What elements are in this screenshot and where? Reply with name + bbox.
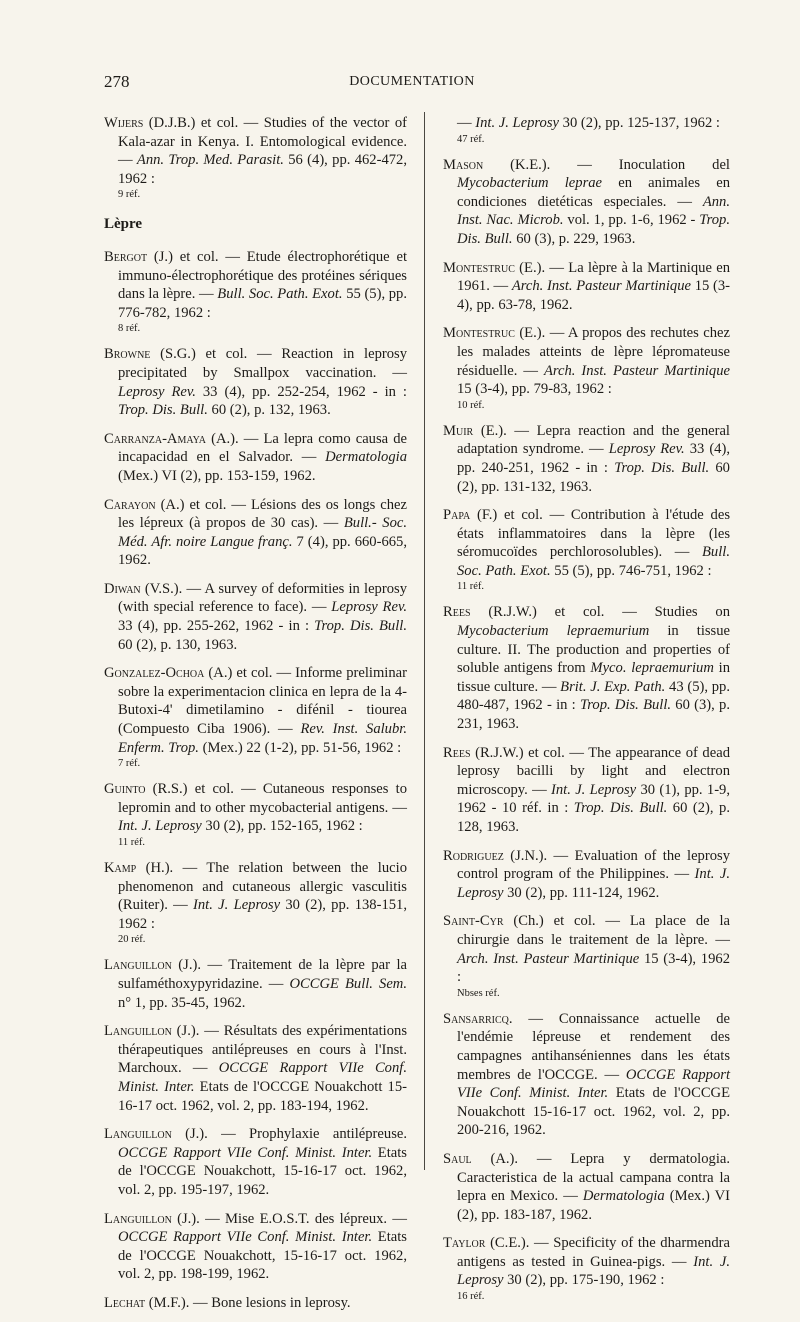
entry-author: Muir	[443, 422, 474, 439]
right-entries	[443, 156, 730, 1303]
entry-author: Papa	[443, 507, 471, 524]
entry-author: Gonzalez-Ochoa	[104, 665, 205, 682]
entry-author: Languillon	[104, 957, 172, 974]
entry-text: 55 (5), pp. 776-782, 1962 :	[118, 286, 407, 321]
right-column	[443, 114, 730, 1313]
entry-text: Etats de l'OCCGE Nouakchott 15-16-17 oct. 1962, vol. 2, pp. 183-194, 1962.	[118, 1078, 407, 1114]
entry-text: 60 (2), p. 130, 1963.	[118, 636, 238, 653]
entry-journal: Int. J. Leprosy	[551, 781, 637, 798]
entry-author: Mason	[443, 156, 484, 173]
continuation-refs: 47 réf.	[457, 133, 485, 145]
entry-journal: Arch. Inst. Pasteur Martinique	[543, 362, 730, 379]
entry-author: Languillon	[104, 1210, 172, 1227]
entry-text: 56 (4), pp. 462-472, 1962 :	[118, 152, 408, 187]
bibliography-entry	[443, 744, 730, 837]
entry-text: (E.). — Lepra reaction and the general adaptation syndrome. —	[457, 422, 730, 458]
entry-journal: Trop. Dis. Bull.	[457, 212, 730, 247]
entry-journal: Trop. Dis. Bull.	[573, 800, 668, 817]
entry-text: (F.) et col. — Contribution à l'étude des états inflammatoires dans la lèpre (les séromucoïdes perchlorosolubles). —	[457, 507, 730, 561]
entry-text: 15 (3-4), pp. 79-83, 1962 :	[457, 381, 612, 398]
entry-refs: 16 réf.	[457, 1291, 485, 1303]
entry-text: 30 (1), pp. 1-9, 1962 - 10 réf. in :	[457, 781, 730, 817]
entry-text: (Ch.) et col. — La place de la chirurgie dans le traitement de la lèpre. —	[457, 913, 730, 948]
entry-text: (A.). — Lepra y dermatologia. Caracteristica de la actual campana contra la lepra en Mexico. —	[457, 1150, 730, 1205]
entry-text: n° 1, pp. 35-45, 1962.	[118, 994, 246, 1011]
entry-text: 60 (2), p. 132, 1963.	[207, 402, 331, 419]
entry-text: Etats de l'OCCGE Nouakchott 15-16-17 oct. 1962, vol. 2, pp. 200-216, 1962.	[457, 1085, 731, 1139]
entry-journal: Trop. Dis. Bull.	[314, 618, 407, 635]
entry-journal: Trop. Dis. Bull.	[118, 402, 208, 419]
bibliography-entry	[104, 496, 407, 570]
entry-text: 33 (4), pp. 240-251, 1962 - in :	[457, 441, 730, 476]
entry-journal: Bull. Soc. Path. Exot.	[217, 286, 343, 303]
entry-journal: Leprosy Rev.	[331, 599, 407, 616]
entry-author: Languillon	[104, 1126, 172, 1143]
entry-journal: OCCGE Rapport VIIe Conf. Minist. Inter.	[118, 1144, 373, 1161]
page-header	[104, 72, 720, 96]
entry-journal: Myco. lepraemurium	[590, 660, 714, 677]
bibliography-entry	[443, 1150, 730, 1224]
entry-text: Etats de l'OCCGE Nouakchott, 15-16-17 oct. 1962, vol. 2, pp. 195-197, 1962.	[118, 1144, 407, 1198]
entry-text: (V.S.). — A survey of deformities in leprosy (with special reference to face). —	[118, 580, 407, 616]
entry-refs: 11 réf.	[457, 581, 485, 593]
entry-text: (Mex.) VI (2), pp. 183-187, 1962.	[457, 1188, 730, 1223]
entry-text: in tissue culture. II. The production and properties of soluble antigens from	[457, 623, 731, 677]
entry-journal: Arch. Inst. Pasteur Martinique	[457, 950, 640, 967]
bibliography-entry	[104, 780, 407, 849]
entry-text: 60 (3), p. 231, 1963.	[457, 697, 730, 733]
entry-author: Sansarricq	[443, 1010, 509, 1027]
entry-text: 60 (2), p. 128, 1963.	[457, 800, 730, 835]
entry-journal: Leprosy Rev.	[118, 383, 196, 400]
entry-text: in tissue culture. —	[457, 660, 731, 695]
bibliography-entry	[443, 422, 730, 496]
entry-text: en animales en condiciones dietéticas especiales. —	[457, 175, 730, 210]
entry-author: Languillon	[104, 1023, 172, 1040]
entry-author: Browne	[104, 346, 151, 363]
bibliography-entry	[104, 1125, 407, 1199]
entry-text: 55 (5), pp. 746-751, 1962 :	[550, 562, 712, 579]
entry-text: (J.N.). — Evaluation of the leprosy control program of the Philippines. —	[457, 847, 730, 883]
entry-text: (A.). — La lepra como causa de incapacidad en el Salvador. —	[118, 430, 407, 466]
entry-text: (A.) et col. — Informe preliminar sobre la experimentacion clinica en lepra de la 4-Butoxi-4' dimetilamino - difénil - tiourea (Compuesto Ciba 1906). —	[118, 665, 407, 738]
entry-text: 43 (5), pp. 480-487, 1962 - in :	[457, 678, 730, 714]
entry-author: Saint-Cyr	[443, 913, 504, 930]
entry-text: (H.). — The relation between the lucio phenomenon and cutaneous allergic vasculitis (Ruiter). —	[118, 860, 407, 914]
entry-text: 33 (4), pp. 255-262, 1962 - in :	[118, 618, 315, 635]
entry-journal: Int. J. Leprosy	[193, 897, 281, 914]
entry-author: Lechat	[104, 1294, 146, 1311]
entry-text: 30 (2), pp. 152-165, 1962 :	[201, 818, 363, 835]
section-heading: Lèpre	[104, 216, 143, 233]
entry-refs: 11 réf.	[118, 837, 146, 848]
entry-author: Carranza-Amaya	[104, 430, 206, 447]
running-title: DOCUMENTATION	[349, 74, 475, 89]
entry-text: 15 (3-4), 1962 :	[457, 950, 730, 986]
continuation-entry	[443, 114, 730, 146]
entry-author: Carayon	[104, 496, 156, 513]
bibliography-entry	[443, 1234, 730, 1303]
bibliography-entry	[104, 114, 407, 201]
entry-text: (J.). — Résultats des expérimentations thérapeutiques antilépreuses en cours à l'Inst. Marchoux. —	[118, 1023, 407, 1077]
entry-journal: Rev. Inst. Salubr. Enferm. Trop.	[118, 721, 407, 756]
bibliography-entry	[104, 664, 407, 770]
entry-refs: 7 réf.	[118, 758, 141, 770]
entry-text: (E.). — A propos des rechutes chez les malades atteints de lèpre lépromateuse résiduelle. —	[457, 325, 730, 379]
entry-text: (R.S.) et col. — Cutaneous responses to lepromin and to other mycobacterial antigens. —	[118, 781, 407, 816]
entry-text: (Mex.) 22 (1-2), pp. 51-56, 1962 :	[198, 739, 402, 756]
entry-refs: Nbses réf.	[457, 987, 500, 999]
entry-text: . — Connaissance actuelle de l'endémie lépreuse et rendement des campagnes antihanséniennes dans les états membres de l'OCCGE. —	[457, 1010, 730, 1083]
entry-journal: Dermatologia	[582, 1188, 665, 1205]
page-number: 278	[104, 72, 130, 91]
entry-text: (Mex.) VI (2), pp. 153-159, 1962.	[118, 467, 316, 484]
entry-refs: 10 réf.	[457, 399, 485, 411]
entry-journal: Ann. Trop. Med. Parasit.	[136, 152, 284, 169]
entry-text: (S.G.) et col. — Reaction in leprosy precipitated by Smallpox vaccination. —	[118, 346, 407, 381]
bibliography-entry	[104, 859, 407, 946]
entry-journal: Arch. Inst. Pasteur Martinique	[511, 278, 691, 295]
entry-text: 30 (2), pp. 111-124, 1962.	[503, 884, 660, 901]
bibliography-entry	[443, 603, 730, 733]
entry-text: (J.) et col. — Etude électrophorétique et immuno-électrophorétique des protéines sériques dans la lèpre. —	[118, 248, 407, 303]
entry-journal: Mycobacterium leprae	[457, 175, 603, 192]
entry-journal: OCCGE Rapport VIIe Conf. Minist. Inter.	[457, 1066, 730, 1102]
left-entries	[104, 248, 407, 1313]
bibliography-entry	[443, 259, 730, 315]
entry-text: (A.) et col. — Lésions des os longs chez les lépreux (à propos de 30 cas). —	[118, 496, 407, 532]
bibliography-entry	[104, 1022, 407, 1115]
bibliography-entry	[104, 580, 407, 654]
entry-author: Saul	[443, 1150, 472, 1167]
entry-author: Rees	[443, 604, 471, 621]
entry-text: (C.E.). — Specificity of the dharmendra antigens as tested in Guinea-pigs. —	[457, 1235, 730, 1270]
bibliography-entry	[104, 956, 407, 1012]
entry-journal: Bull. Soc. Path. Exot.	[457, 544, 730, 579]
bibliography-entry	[443, 324, 730, 411]
entry-author: Kamp	[104, 860, 137, 876]
bibliography-entry	[104, 248, 407, 335]
entry-text: (K.E.). — Inoculation del	[483, 156, 730, 173]
continuation-tail: 30 (2), pp. 125-137, 1962 :	[559, 115, 720, 131]
bibliography-entry	[443, 912, 730, 999]
entry-text: 60 (2), pp. 131-132, 1963.	[457, 459, 730, 495]
bibliography-entry	[443, 506, 730, 593]
entry-text: Etats de l'OCCGE Nouakchott, 15-16-17 oct. 1962, vol. 2, pp. 198-199, 1962.	[118, 1229, 407, 1283]
bibliography-entry	[104, 430, 407, 486]
entry-refs: 8 réf.	[118, 323, 141, 335]
entry-journal: Int. J. Leprosy	[457, 866, 730, 901]
left-column	[104, 114, 407, 1322]
bibliography-entry	[104, 345, 407, 419]
entry-text: 60 (3), p. 229, 1963.	[512, 230, 636, 247]
entry-text: (R.J.W.) et col. — Studies on	[470, 604, 730, 621]
entry-text: (M.F.). — Bone lesions in leprosy.	[145, 1294, 351, 1311]
entry-journal: OCCGE Rapport VIIe Conf. Minist. Inter.	[118, 1229, 373, 1246]
entry-journal: Int. J. Leprosy	[457, 1253, 730, 1289]
entry-journal: Brit. J. Exp. Path.	[560, 678, 666, 695]
entry-text: 33 (4), pp. 252-254, 1962 - in :	[195, 383, 407, 400]
entry-text: 15 (3-4), pp. 63-78, 1962.	[457, 278, 730, 313]
entry-text: (J.). — Mise E.O.S.T. des lépreux. —	[171, 1210, 407, 1227]
entry-journal: OCCGE Bull. Sem.	[289, 975, 407, 992]
continuation-journal: Int. J. Leprosy	[475, 115, 560, 131]
entry-author: Rodriguez	[443, 847, 504, 864]
bibliography-entry	[104, 1294, 407, 1313]
entry-journal: Bull.- Soc. Méd. Afr. noire Langue franç.	[118, 515, 407, 550]
entry-journal: Trop. Dis. Bull.	[614, 459, 710, 476]
entry-text: (D.J.B.) et col. — Studies of the vector of Kala-azar in Kenya. I. Entomological evidence. —	[118, 115, 407, 169]
entry-author: Guinto	[104, 781, 146, 798]
entry-text: vol. 1, pp. 1-6, 1962 -	[563, 212, 700, 229]
entry-author: Montestruc	[443, 325, 515, 342]
entry-author: Bergot	[104, 248, 148, 265]
entry-text: 30 (2), pp. 175-190, 1962 :	[503, 1272, 665, 1289]
entry-refs: 20 réf.	[118, 934, 146, 946]
entry-journal: Trop. Dis. Bull.	[579, 697, 672, 714]
entry-text: (R.J.W.) et col. — The appearance of dead leprosy bacilli by light and electron microscopy. —	[457, 744, 730, 798]
entry-author: Taylor	[443, 1235, 486, 1252]
entry-journal: Leprosy Rev.	[608, 441, 685, 458]
entry-journal: Ann. Inst. Nac. Microb.	[457, 193, 730, 229]
entry-refs: 9 réf.	[118, 189, 141, 201]
entry-text: (E.). — La lèpre à la Martinique en 1961. —	[457, 259, 730, 295]
entry-text: 7 (4), pp. 660-665, 1962.	[118, 533, 407, 569]
entry-author: Montestruc	[443, 259, 515, 276]
entry-journal: Int. J. Leprosy	[118, 818, 202, 835]
entry-author: Wijers	[104, 115, 144, 131]
entry-journal: Mycobacterium lepraemurium	[457, 623, 650, 640]
bibliography-entry	[443, 156, 730, 249]
entry-text: (J.). — Traitement de la lèpre par la sulfaméthoxypyridazine. —	[118, 957, 407, 992]
left-pre-entries	[104, 114, 407, 201]
entry-text: (J.). — Prophylaxie antilépreuse.	[171, 1126, 407, 1143]
entry-author: Rees	[443, 744, 471, 761]
entry-text: 30 (2), pp. 138-151, 1962 :	[118, 897, 407, 932]
entry-author: Diwan	[104, 580, 141, 597]
bibliography-entry	[443, 1010, 730, 1140]
entry-journal: OCCGE Rapport VIIe Conf. Minist. Inter.	[118, 1060, 407, 1095]
bibliography-entry	[443, 847, 730, 903]
continuation-dash: —	[457, 115, 476, 131]
entry-journal: Dermatologia	[325, 449, 407, 466]
column-divider	[424, 112, 425, 1170]
